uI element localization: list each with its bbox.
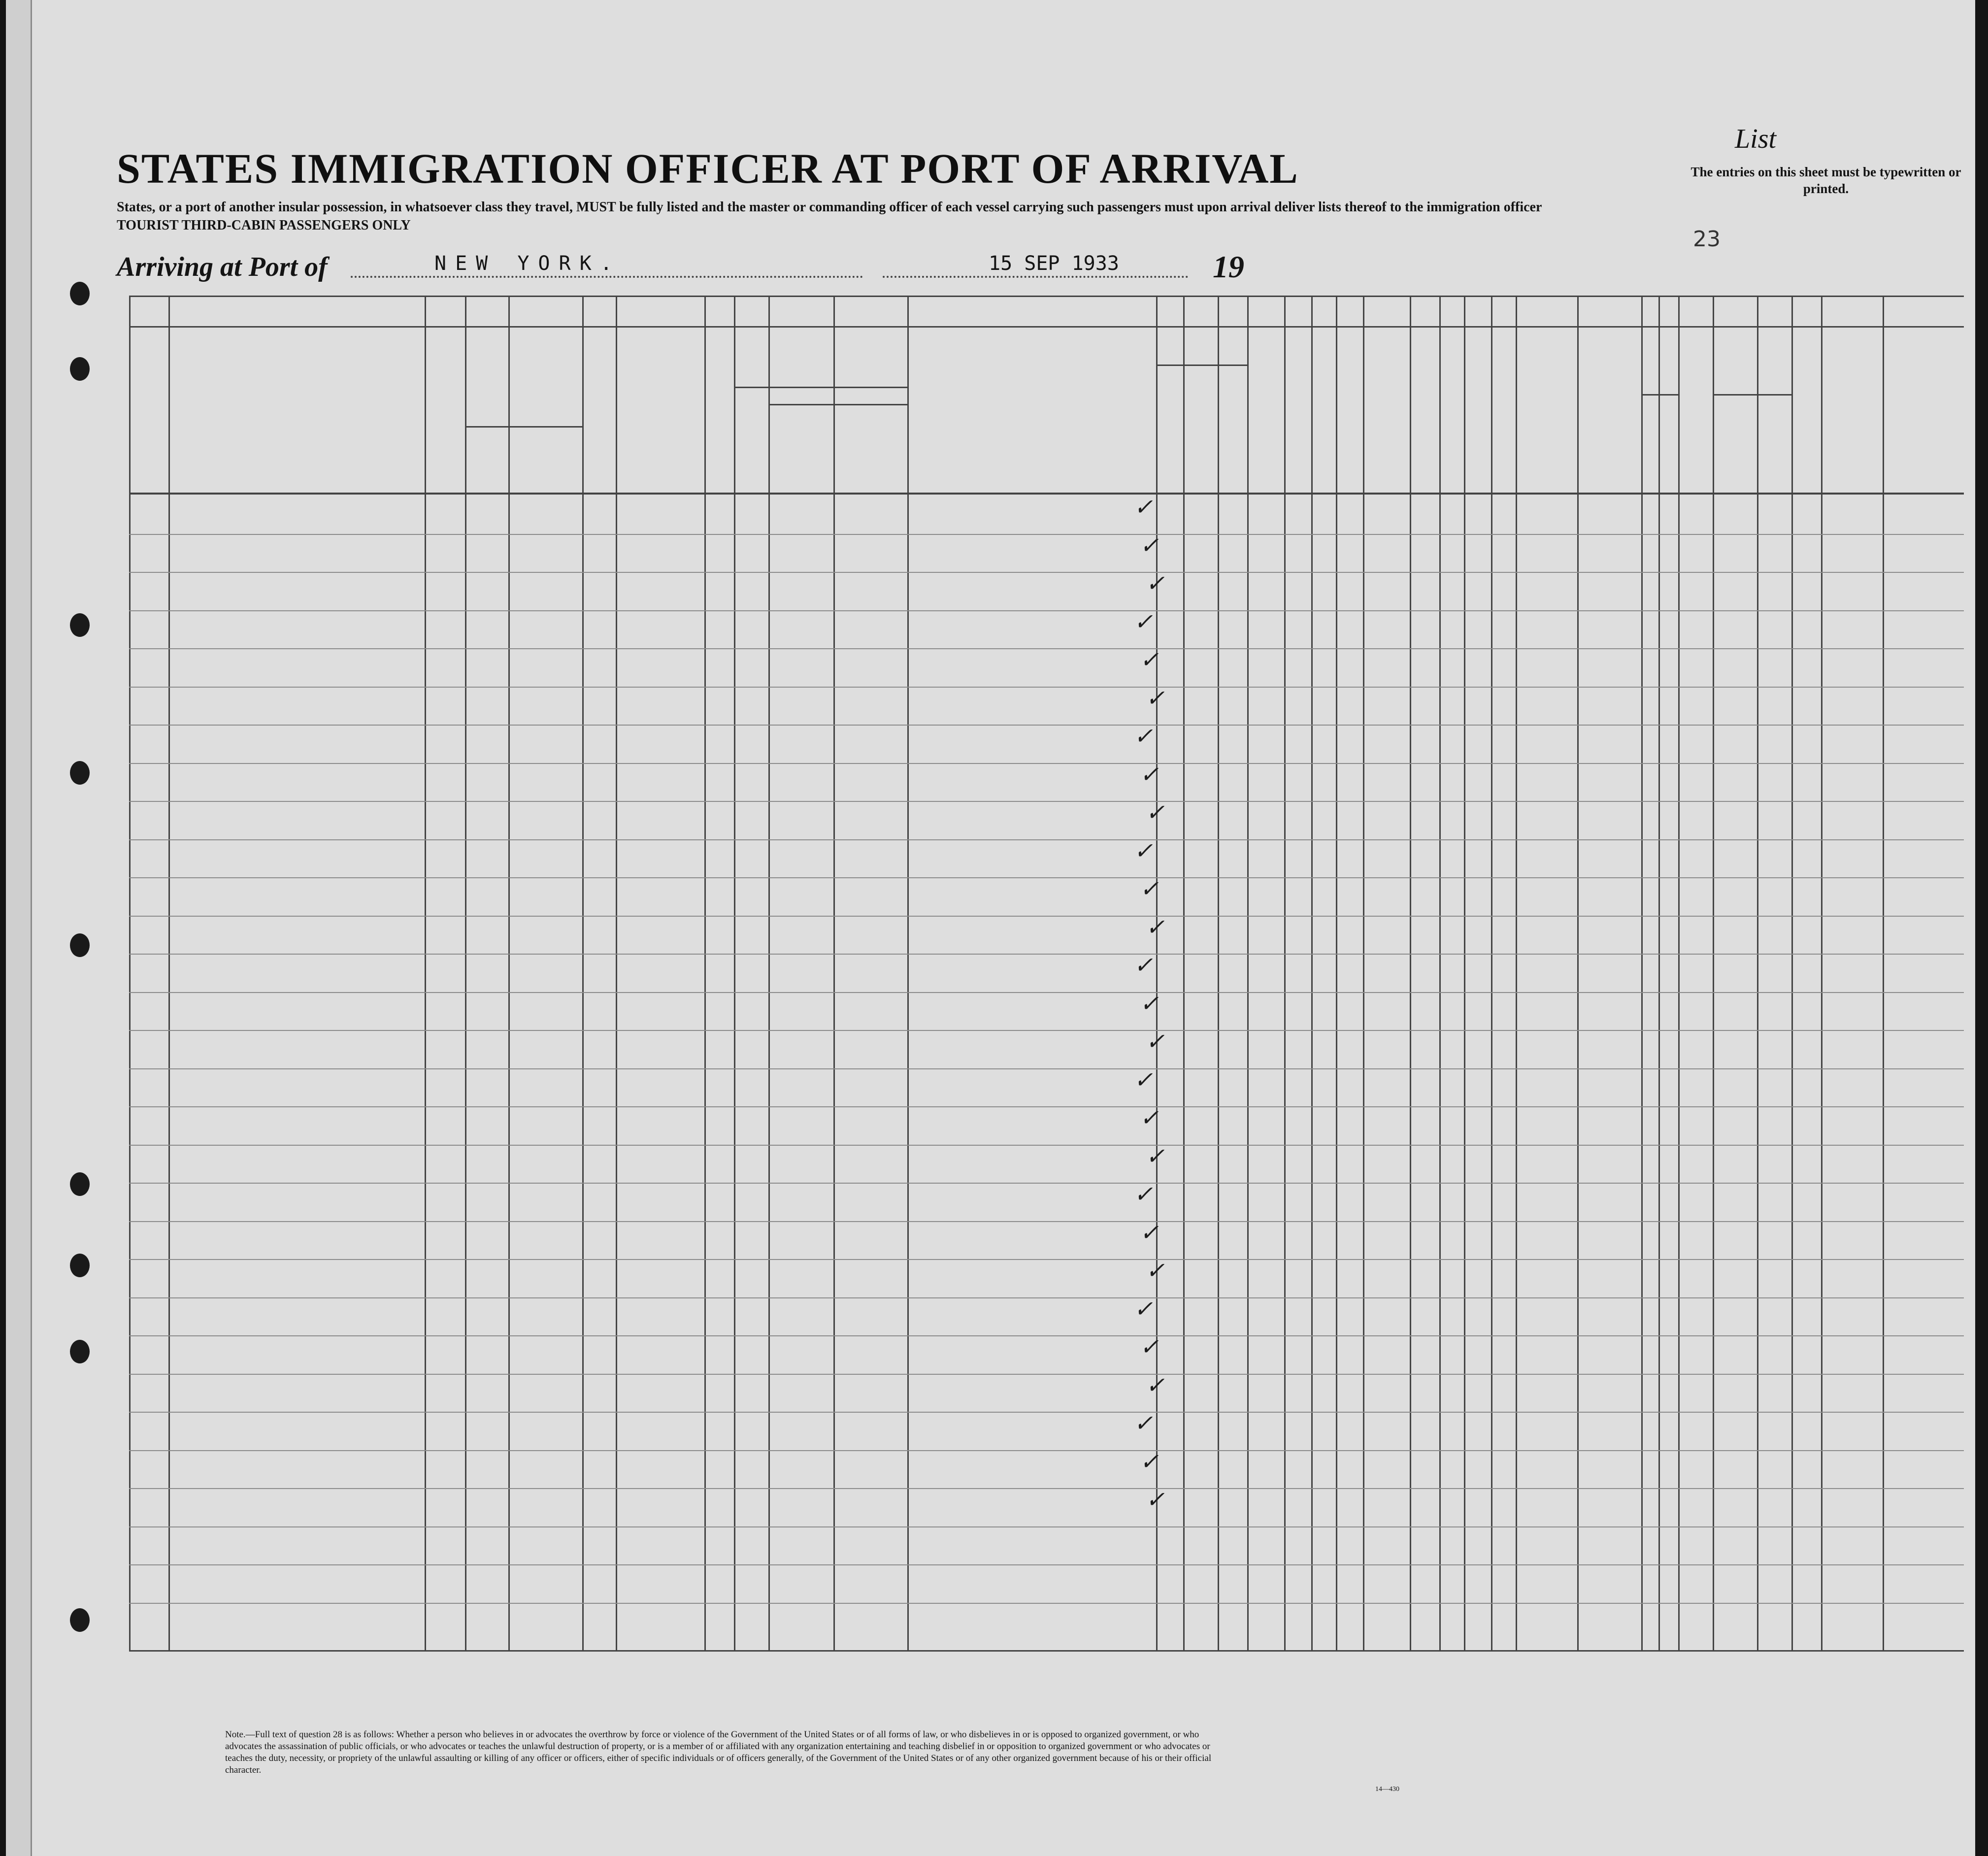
check-mark: ✓ (1134, 1066, 1153, 1093)
column-rule (129, 296, 131, 1650)
column-number-rule (129, 326, 1964, 328)
row-rule (129, 1145, 1964, 1146)
sub-rule (1156, 365, 1247, 366)
column-rule (582, 296, 584, 1650)
header-bottom-rule (129, 493, 1964, 495)
arriving-label: Arriving at Port of (117, 252, 328, 282)
column-rule (1218, 296, 1219, 1650)
sub-rule (465, 426, 582, 428)
row-rule (129, 801, 1964, 802)
row-rule (129, 1068, 1964, 1069)
check-mark: ✓ (1134, 608, 1153, 635)
column-rule (1678, 296, 1680, 1650)
check-mark: ✓ (1134, 1410, 1153, 1436)
column-rule (508, 296, 510, 1650)
row-rule (129, 648, 1964, 649)
column-rule (907, 296, 909, 1650)
check-mark: ✓ (1140, 646, 1159, 673)
arrival-date-stamp: 15 SEP 1933 (989, 252, 1119, 275)
column-rule (168, 296, 170, 1650)
manifest-table (6, 0, 1975, 1856)
column-rule (1658, 296, 1660, 1650)
column-rule (1757, 296, 1758, 1650)
sheet-number: 23 (1693, 227, 1721, 252)
year-prefix: 19 (1213, 249, 1244, 284)
column-rule (1464, 296, 1465, 1650)
row-rule (129, 1183, 1964, 1184)
column-rule (1284, 296, 1286, 1650)
row-rule (129, 1030, 1964, 1031)
row-rule (129, 1603, 1964, 1604)
column-rule (734, 296, 735, 1650)
row-rule (129, 763, 1964, 764)
sub-rule (1641, 394, 1678, 396)
check-mark: ✓ (1146, 570, 1165, 597)
column-rule (1883, 296, 1884, 1650)
check-mark: ✓ (1140, 761, 1159, 788)
sub-rule (1713, 394, 1791, 396)
check-mark: ✓ (1140, 531, 1159, 559)
column-rule (1336, 296, 1337, 1650)
sub-rule (768, 404, 907, 405)
check-mark: ✓ (1140, 1333, 1159, 1360)
check-mark: ✓ (1146, 1486, 1165, 1513)
check-mark: ✓ (1134, 723, 1153, 749)
column-rule (1311, 296, 1313, 1650)
column-rule (1363, 296, 1364, 1650)
row-rule (129, 1259, 1964, 1260)
row-rule (129, 1526, 1964, 1527)
footnote: Note.—Full text of question 28 is as follows: Whether a person who believes in or advocates the overthrow by force or violence of the Government of the United States or of all forms of law, or who disbelieves in or is opposed to organized government, or who advocates the assassination of public officials, or who advocates or teaches the unlawful destruction of property, or is a member of or affiliated with any organization entertaining and teaching disbelief in or opposition to organized government or who advocates or teaches the duty, necessity, or propriety of the unlawful assaulting or killing of any officer or officers, either of specific individuals or of officers generally, of the Government of the United States or of any other organized government because of his or their official character. (225, 1729, 1212, 1775)
row-rule (129, 572, 1964, 573)
check-mark: ✓ (1134, 952, 1153, 978)
column-rule (768, 296, 770, 1650)
check-mark: ✓ (1140, 1104, 1159, 1131)
check-mark: ✓ (1140, 990, 1159, 1017)
row-rule (129, 1297, 1964, 1298)
check-mark: ✓ (1146, 684, 1165, 711)
row-rule (129, 1450, 1964, 1451)
row-rule (129, 992, 1964, 993)
form-number: 14—430 (1375, 1786, 1399, 1793)
row-rule (129, 725, 1964, 726)
manifest-sheet (6, 0, 1975, 1856)
row-rule (129, 1374, 1964, 1375)
column-rule (1183, 296, 1185, 1650)
check-mark: ✓ (1134, 837, 1153, 864)
column-rule (833, 296, 835, 1650)
class-line: TOURIST THIRD-CABIN PASSENGERS ONLY (117, 218, 411, 233)
check-mark: ✓ (1146, 1142, 1165, 1169)
row-rule (129, 610, 1964, 611)
table-bottom-rule (129, 1650, 1964, 1652)
column-rule (425, 296, 426, 1650)
page-title: STATES IMMIGRATION OFFICER AT PORT OF ARRIVAL (117, 145, 1299, 192)
port-value: NEW YORK. (434, 252, 621, 275)
check-mark: ✓ (1146, 799, 1165, 826)
header-top-rule (129, 296, 1964, 297)
column-rule (1791, 296, 1793, 1650)
row-rule (129, 877, 1964, 878)
column-rule (465, 296, 466, 1650)
row-rule (129, 1488, 1964, 1489)
row-rule (129, 1412, 1964, 1413)
row-rule (129, 916, 1964, 917)
column-rule (1247, 296, 1249, 1650)
column-rule (1156, 296, 1158, 1650)
column-rule (1821, 296, 1822, 1650)
instruction-text: States, or a port of another insular possession, in whatsoever class they travel, MUST be fully listed and the master or commanding officer of each vessel carrying such passengers must upon arrival deliver lists thereof to the immigration officer (117, 199, 1542, 215)
row-rule (129, 1221, 1964, 1222)
check-mark: ✓ (1146, 1371, 1165, 1398)
column-rule (1410, 296, 1411, 1650)
check-mark: ✓ (1140, 1448, 1159, 1475)
row-rule (129, 1564, 1964, 1565)
column-rule (1641, 296, 1643, 1650)
row-rule (129, 687, 1964, 688)
check-mark: ✓ (1134, 1295, 1153, 1322)
list-label: List (1735, 124, 1777, 154)
row-rule (129, 534, 1964, 535)
check-mark: ✓ (1146, 1257, 1165, 1284)
column-rule (1516, 296, 1517, 1650)
check-mark: ✓ (1146, 913, 1165, 940)
check-mark: ✓ (1134, 1181, 1153, 1207)
row-rule (129, 839, 1964, 840)
row-rule (129, 1335, 1964, 1336)
column-rule (1491, 296, 1492, 1650)
list-note: The entries on this sheet must be typewritten or printed. (1690, 165, 1961, 196)
row-rule (129, 954, 1964, 955)
check-mark: ✓ (1140, 875, 1159, 902)
column-rule (616, 296, 617, 1650)
column-rule (1439, 296, 1441, 1650)
check-mark: ✓ (1140, 1219, 1159, 1246)
row-rule (129, 1106, 1964, 1107)
column-rule (1577, 296, 1579, 1650)
check-mark: ✓ (1146, 1028, 1165, 1055)
check-mark: ✓ (1134, 494, 1153, 520)
column-rule (704, 296, 706, 1650)
sub-rule (734, 387, 907, 388)
column-rule (1713, 296, 1714, 1650)
